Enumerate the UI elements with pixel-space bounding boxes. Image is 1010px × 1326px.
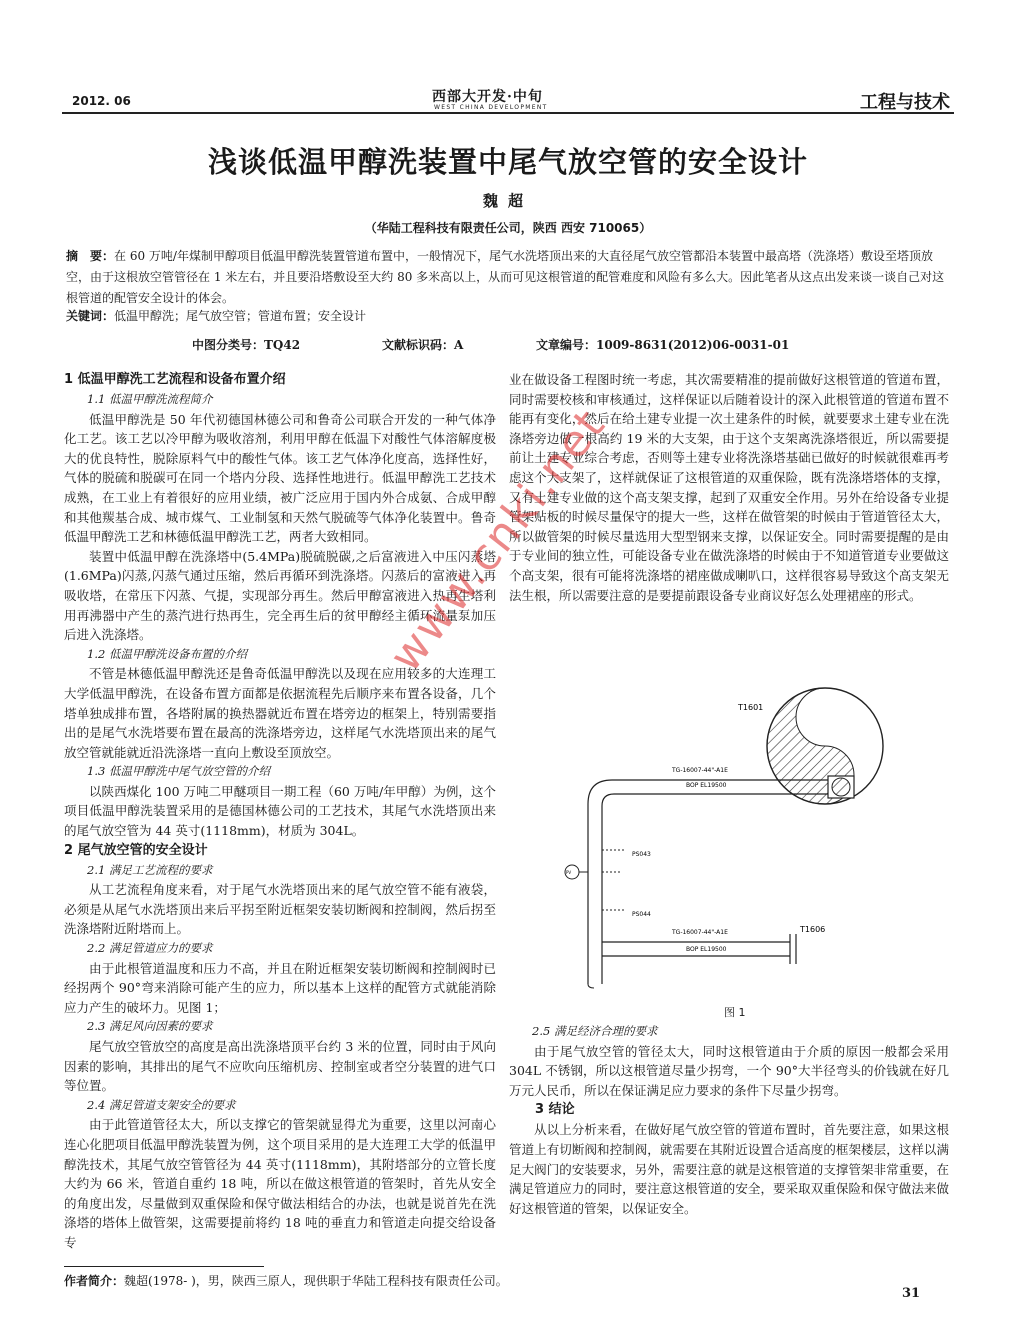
subsection-heading: 2.4 满足管道支架安全的要求 — [87, 1097, 236, 1112]
section-heading: 3 结论 — [535, 1102, 575, 1118]
paragraph: 低温甲醇洗是 50 年代初德国林德公司和鲁奇公司联合开发的一种气体净化工艺。该工艺以冷甲醇为吸收溶剂，利用甲醇在低温下对酸性气体溶解度极大的优良特性，脱除原料气中的酸性气体。该工艺气体净化度高，选择性好，气体的脱硫和脱碳可在同一个塔内分段、选择性地进行。低温甲醇洗工艺技术成熟，在工业上有着很好的应用业绩，被广泛应用于国内外合成氨、合成甲醇和其他羰基合成、城市煤气、工业制氢和天然气脱硫等气体净化装置中。鲁奇低温甲醇洗工艺和林德低温甲醇洗工艺，两者大致相同。 — [64, 411, 496, 545]
running-header — [62, 84, 954, 114]
footnote-label: 作者简介： — [64, 1274, 125, 1288]
paragraph: 由于尾气放空管的管径太大，同时这根管道由于介质的原因一般都会采用 304L 不锈钢，所以这根管道尽量少拐弯，一个 90°大半径弯头的价钱就在好几万元人民币，所以在保证满足应力要求的条件下尽量少拐弯。 — [509, 1043, 949, 1098]
figure-caption: 图 1 — [724, 1006, 746, 1019]
tower-b-label: T1606 — [800, 925, 826, 934]
author-footnote — [64, 1272, 508, 1289]
article-title: 浅谈低温甲醇洗装置中尾气放空管的安全设计 — [207, 145, 808, 179]
left-column — [64, 370, 496, 1253]
keywords-label: 关键词： — [66, 309, 115, 323]
footnote-rule — [64, 1266, 264, 1267]
subsection-heading: 1.3 低温甲醇洗中尾气放空管的介绍 — [87, 764, 270, 779]
paragraph: 由于此根管道温度和压力不高，并且在附近框架安装切断阀和控制阀时已经拐两个 90°弯来消除可能产生的应力，所以基本上这样的配管方式就能消除应力产生的破坏力。见图 1； — [64, 960, 496, 1015]
page-number: 31 — [902, 1286, 921, 1301]
bop-label-top: BOP EL19500 — [686, 782, 727, 789]
paragraph: 由于此管道管径太大，所以支撑它的管架就显得尤为重要，这里以河南心连心化肥项目低温甲醇洗装置为例，这个项目采用的是大连理工大学的低温甲醇洗技术，其尾气放空管管径为 44 英寸(1118mm)，其附塔部分的立管长度大约为 66 米，管道自重约 18 吨，所以在做这根管道的管架时，首先从安全的角度出发，尽量做到双重保险和保守做法相结合的办法，也就是说首先在洗涤塔的塔体上做管架，这需要提前将约 18 吨的垂直力和管道走向提交给设备专 — [64, 1117, 496, 1250]
support-label-2: PS044 — [632, 911, 651, 918]
journal-title-en: WEST CHINA DEVELOPMENT — [434, 104, 548, 111]
article-number: 文章编号：1009-8631(2012)06-0031-01 — [536, 338, 790, 352]
paragraph: 装置中低温甲醇在洗涤塔中(5.4MPa)脱硫脱碳,之后富液进入中压闪蒸塔(1.6MPa)闪蒸,闪蒸气通过压缩，然后再循环到洗涤塔。闪蒸后的富液进入再吸收塔，在常压下闪蒸、气提，实现部分再生。然后甲醇富液进入热再生塔利用再沸器中产生的蒸汽进行热再生，完全再生后的贫甲醇经主循环流量泵加压后进入洗涤塔。 — [64, 548, 496, 643]
affiliation: （华陆工程科技有限责任公司，陕西 西安 710065） — [364, 221, 652, 235]
abstract — [66, 246, 954, 309]
support-label-1: PS043 — [632, 851, 651, 858]
paragraph: 以陕西煤化 100 万吨二甲醚项目一期工程（60 万吨/年甲醇）为例，这个项目低温甲醇洗装置采用的是德国林德公司的工艺技术，其尾气水洗塔顶出来的尾气放空管为 44 英寸(1118mm)，材质为 304L。 — [64, 783, 496, 839]
subsection-heading: 2.1 满足工艺流程的要求 — [87, 862, 213, 877]
subsection-heading: 2.3 满足风向因素的要求 — [87, 1019, 213, 1034]
valve-tag: PV — [566, 870, 572, 875]
bottom-horizontal-pipe — [588, 934, 796, 988]
keywords — [66, 307, 954, 324]
tower-a-label: T1601 — [738, 703, 764, 712]
section-label: 工程与技术 — [860, 92, 950, 113]
vertical-pipe — [588, 780, 614, 984]
subsection-heading: 1.2 低温甲醇洗设备布置的介绍 — [87, 646, 247, 661]
paragraph: 业在做设备工程图时统一考虑，其次需要精准的提前做好这根管道的管道布置，同时需要校核和审核通过，这样保证以后随着设计的深入此根管道的管道布置不能再有变化，然后在给土建专业提一次土建条件的时候，就要要求土建专业在洗涤塔旁边做一根高约 19 米的大支架，由于这个支架离洗涤塔很近，所以需要提前让土建专业综合考虑，否则等土建专业将洗涤塔基础已做好的时候就很难再考虑这个大支架了，这样就保证了这根管道的双重保险，既有洗涤塔塔体的支撑，又有土建专业做的这个高支架支撑，起到了双重安全作用。另外在给设备专业提管架贴板的时候尽量保守的提大一些，这样在做管架的时候由于管道管径太大，所以做管架的时候尽量选用大型型钢来支撑，以保证安全。同时需要提醒的是由于专业间的独立性，可能设备专业在做洗涤塔的时候由于不知道管道专业要做这个高支架，很有可能将洗涤塔的裙座做成喇叭口，这样很容易导致这个高支架无法生根，所以需要注意的是要提前跟设备专业商议好怎么处理裙座的形式。 — [509, 372, 949, 603]
document-code: 文献标识码：A — [382, 338, 464, 352]
author: 魏超 — [482, 192, 533, 210]
abstract-text: 在 60 万吨/年煤制甲醇项目低温甲醇洗装置管道布置中，一般情况下，尾气水洗塔顶出来的大直径尾气放空管都沿本装置中最高塔（洗涤塔）敷设至塔顶放空，由于这根放空管管径在 1 米左右，并且要沿塔敷设至大约 80 多米高以上，从而可见这根管道的配管难度和风险有多么大。因此笔者从这点出发来谈一谈自己对这根管道的配管安全设计的体会。 — [66, 249, 945, 305]
paragraph: 不管是林德低温甲醇洗还是鲁奇低温甲醇洗以及现在应用较多的大连理工大学低温甲醇洗，在设备布置方面都是依据流程先后顺序来布置各设备，几个塔单独成排布置，各塔附属的换热器就近布置在塔旁边的框架上，特别需要指出的是尾气水洗塔要布置在最高的洗涤塔旁边，这样尾气水洗塔顶出来的尾气放空管就能就近沿洗涤塔一直向上敷设至顶放空。 — [64, 666, 496, 760]
piping-diagram — [560, 684, 890, 999]
subsection-heading: 2.5 满足经济合理的要求 — [532, 1024, 658, 1038]
section-heading: 2 尾气放空管的安全设计 — [64, 842, 208, 858]
bop-label-bottom: BOP EL19500 — [686, 946, 727, 953]
section-heading: 1 低温甲醇洗工艺流程和设备布置介绍 — [64, 372, 286, 387]
tower-t1601-plan — [767, 688, 883, 804]
paragraph: 从以上分析来看，在做好尾气放空管的管道布置时，首先要注意，如果这根管道上有切断阀和控制阀，就需要在其附近设置合适高度的框架楼层，这样以满足大阀门的安装要求，另外，需要注意的就是这根管道的支撑管架非常重要，在满足管道应力的同时，要注意这根管道的安全，要采取双重保险和保守做法来做好这根管道的管架，以保证安全。 — [509, 1122, 949, 1216]
line-label-bottom: TG-16007-44"-A1E — [672, 929, 728, 936]
clc-number: 中图分类号：TQ42 — [192, 338, 301, 352]
abstract-label: 摘 要： — [66, 249, 115, 263]
paragraph: 尾气放空管放空的高度是高出洗涤塔顶平台约 3 米的位置，同时由于风向因素的影响，其排出的尾气不应吹向压缩机房、控制室或者空分装置的进气口等位置。 — [64, 1039, 496, 1094]
paragraph: 从工艺流程角度来看，对于尾气水洗塔顶出来的尾气放空管不能有液袋，必须是从尾气水洗塔顶出来后平拐至附近框架安装切断阀和控制阀，然后拐至洗涤塔附近附塔而上。 — [64, 882, 496, 937]
watermark: www.cnki.net — [380, 399, 616, 682]
issue-date: 2012. 06 — [72, 94, 131, 108]
right-column-bottom — [509, 1022, 949, 1218]
footnote-text: 魏超(1978- )，男，陕西三原人，现供职于华陆工程科技有限责任公司。 — [124, 1274, 508, 1288]
control-valve-symbol — [565, 850, 626, 910]
journal-title: 西部大开发·中旬 — [432, 89, 543, 105]
header-rule — [62, 112, 954, 114]
line-label-top: TG-16007-44"-A1E — [672, 767, 728, 774]
subsection-heading: 2.2 满足管道应力的要求 — [87, 941, 213, 956]
keywords-text: 低温甲醇洗；尾气放空管；管道布置；安全设计 — [114, 309, 367, 323]
subsection-heading: 1.1 低温甲醇洗流程简介 — [87, 392, 213, 406]
figure-1 — [560, 684, 890, 999]
